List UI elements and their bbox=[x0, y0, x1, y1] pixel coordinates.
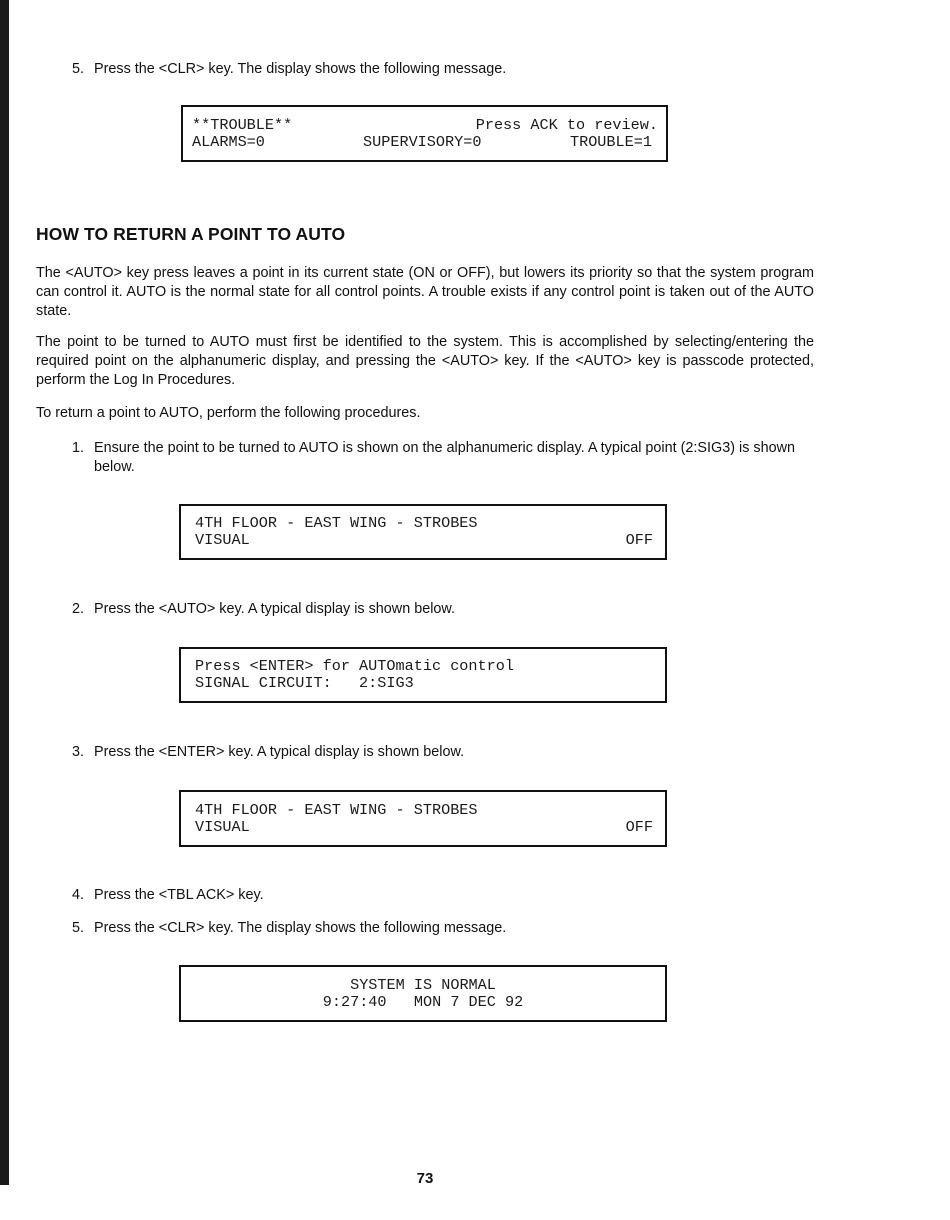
step-number: 1. bbox=[72, 440, 85, 456]
step-item bbox=[72, 60, 506, 79]
step-text: Press the <ENTER> key. A typical display is shown below. bbox=[94, 744, 465, 760]
page-binding-edge bbox=[0, 0, 9, 1185]
display-box-point bbox=[179, 504, 667, 560]
step-number: 5. bbox=[72, 920, 85, 936]
display-line: TROUBLE=1 bbox=[569, 133, 652, 151]
step-text: Press the <TBL ACK> key. bbox=[94, 887, 264, 903]
display-box-trouble bbox=[181, 105, 668, 162]
paragraph: To return a point to AUTO, perform the following procedures. bbox=[36, 405, 421, 421]
step-number: 5. bbox=[72, 61, 85, 77]
display-line: ALARMS=0 bbox=[192, 133, 265, 151]
step-item bbox=[72, 439, 814, 477]
paragraph: The <AUTO> key press leaves a point in its current state (ON or OFF), but lowers its priority so that the system program can control it. AUTO is the normal state for all control points. A trouble exists if any control point is taken out of the AUTO state. bbox=[36, 265, 814, 319]
display-line: 4TH FLOOR - EAST WING - STROBES bbox=[195, 514, 478, 532]
display-line: **TROUBLE** bbox=[192, 116, 293, 134]
step-text: Ensure the point to be turned to AUTO is shown on the alphanumeric display. A typical point (2:SIG3) is shown below. bbox=[94, 440, 796, 475]
display-box-auto bbox=[179, 647, 667, 703]
display-line: SIGNAL CIRCUIT: 2:SIG3 bbox=[195, 674, 414, 692]
step-item bbox=[72, 743, 464, 762]
paragraph: The point to be turned to AUTO must first be identified to the system. This is accomplished by selecting/entering the required point on the alphanumeric display, and pressing the <AUTO> key. If the <AUTO> key is passcode protected, perform the Log In Procedures. bbox=[36, 334, 814, 388]
step-text: Press the <AUTO> key. A typical display is shown below. bbox=[94, 601, 456, 617]
step-item bbox=[72, 886, 264, 905]
display-line: Press ACK to review. bbox=[475, 116, 658, 134]
step-item bbox=[72, 919, 506, 938]
display-line: 9:27:40 MON 7 DEC 92 bbox=[322, 993, 524, 1011]
display-line: 4TH FLOOR - EAST WING - STROBES bbox=[195, 801, 478, 819]
step-item bbox=[72, 600, 455, 619]
step-number: 4. bbox=[72, 887, 85, 903]
display-line: OFF bbox=[625, 818, 653, 836]
step-number: 3. bbox=[72, 744, 85, 760]
display-line: OFF bbox=[625, 531, 653, 549]
page-number: 73 bbox=[416, 1170, 434, 1187]
display-line: SUPERVISORY=0 bbox=[363, 133, 482, 151]
display-box-normal bbox=[179, 965, 667, 1022]
step-number: 2. bbox=[72, 601, 85, 617]
step-text: Press the <CLR> key. The display shows the following message. bbox=[94, 61, 507, 77]
display-line: SYSTEM IS NORMAL bbox=[350, 976, 496, 994]
step-text: Press the <CLR> key. The display shows the following message. bbox=[94, 920, 507, 936]
section-heading: HOW TO RETURN A POINT TO AUTO bbox=[36, 224, 346, 244]
display-line: Press <ENTER> for AUTOmatic control bbox=[195, 657, 514, 675]
display-line: VISUAL bbox=[195, 531, 250, 549]
display-box-point-after bbox=[179, 790, 667, 847]
display-line: VISUAL bbox=[195, 818, 250, 836]
